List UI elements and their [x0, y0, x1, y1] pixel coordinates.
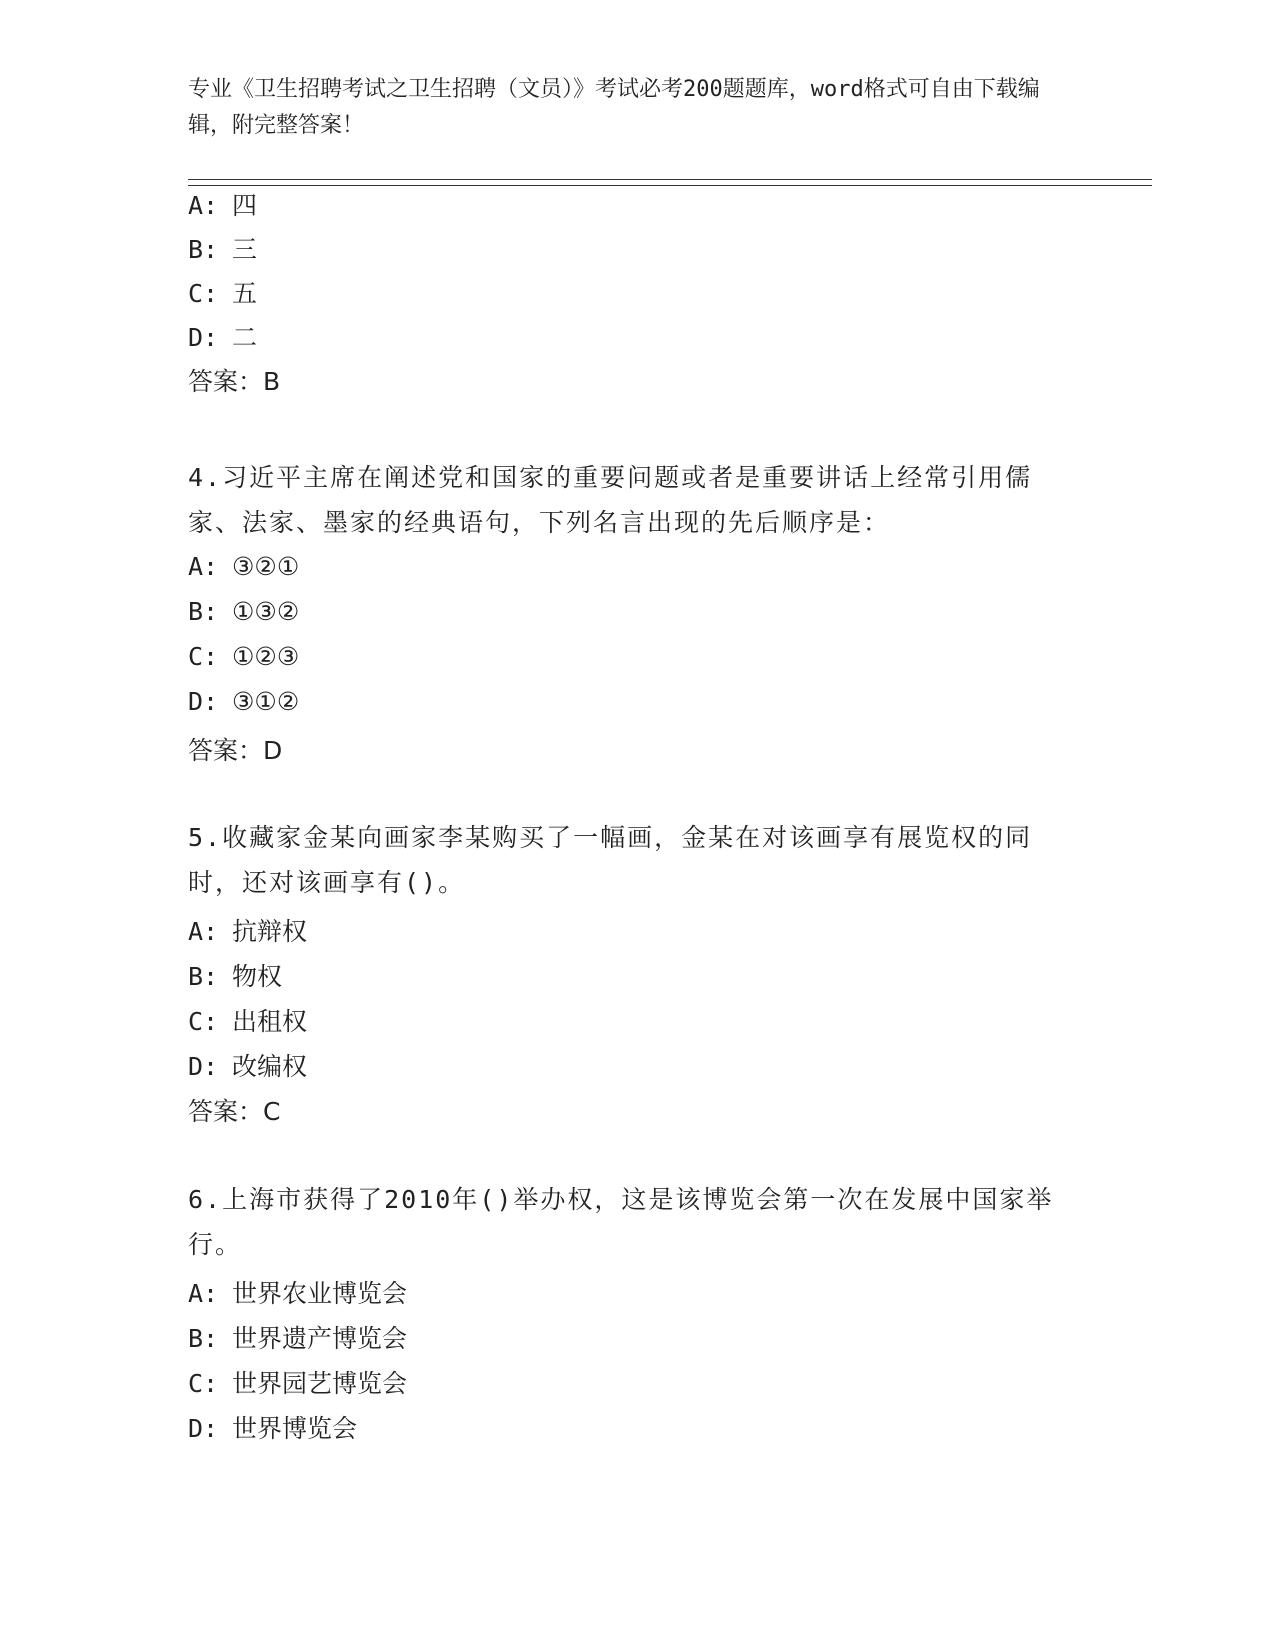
option-text: 抗辩权: [232, 917, 308, 946]
option-b: [188, 597, 299, 626]
question-5-text: 5.收藏家金某向画家李某购买了一幅画，金某在对该画享有展览权的同时，还对该画享有()。: [188, 823, 1033, 897]
option-text: 五: [232, 279, 258, 308]
option-label: B:: [188, 1324, 219, 1353]
option-d: [188, 318, 257, 354]
option-text: ①③②: [232, 597, 300, 626]
option-label: C:: [188, 279, 219, 308]
option-d: [188, 1409, 357, 1445]
option-a: [188, 552, 299, 581]
option-label: A:: [188, 552, 219, 581]
option-text: 改编权: [232, 1052, 308, 1081]
option-label: B:: [188, 962, 219, 991]
option-text: ③②①: [232, 552, 300, 581]
option-b: [188, 1319, 407, 1355]
option-label: D:: [188, 1414, 219, 1443]
option-text: 物权: [232, 962, 283, 991]
option-b: [188, 957, 282, 993]
option-text: 三: [232, 235, 258, 264]
option-c: [188, 1002, 307, 1038]
option-label: D:: [188, 687, 219, 716]
option-text: 世界农业博览会: [232, 1279, 408, 1308]
option-label: B:: [188, 235, 219, 264]
option-c: [188, 642, 299, 671]
option-text: 世界遗产博览会: [232, 1324, 408, 1353]
answer: 答案：C: [188, 1097, 281, 1126]
option-label: C:: [188, 642, 219, 671]
document-header: 专业《卫生招聘考试之卫生招聘（文员）》考试必考200题题库，word格式可自由下载编辑，附完整答案！: [188, 77, 1040, 138]
option-a: [188, 1274, 407, 1310]
option-text: ①②③: [232, 642, 300, 671]
option-label: C:: [188, 1369, 219, 1398]
option-c: [188, 274, 257, 310]
option-text: 世界博览会: [232, 1414, 358, 1443]
option-text: 二: [232, 323, 258, 352]
option-text: 四: [232, 191, 258, 220]
question-6-text: 6.上海市获得了2010年()举办权，这是该博览会第一次在发展中国家举行。: [188, 1185, 1054, 1259]
option-d: [188, 687, 299, 716]
answer: 答案：B: [188, 367, 281, 396]
option-text: ③①②: [232, 687, 300, 716]
option-label: A:: [188, 917, 219, 946]
option-label: C:: [188, 1007, 219, 1036]
question-4-text: 4.习近平主席在阐述党和国家的重要问题或者是重要讲话上经常引用儒家、法家、墨家的经典语句，下列名言出现的先后顺序是：: [188, 463, 1033, 537]
option-c: [188, 1364, 407, 1400]
option-label: A:: [188, 1279, 219, 1308]
option-label: D:: [188, 323, 219, 352]
option-text: 出租权: [232, 1007, 308, 1036]
option-b: [188, 230, 257, 266]
header-divider: [188, 179, 1152, 186]
option-label: A:: [188, 191, 219, 220]
option-label: B:: [188, 597, 219, 626]
option-a: [188, 186, 257, 222]
option-label: D:: [188, 1052, 219, 1081]
answer: 答案：D: [188, 736, 283, 765]
option-text: 世界园艺博览会: [232, 1369, 408, 1398]
option-a: [188, 912, 307, 948]
option-d: [188, 1047, 307, 1083]
